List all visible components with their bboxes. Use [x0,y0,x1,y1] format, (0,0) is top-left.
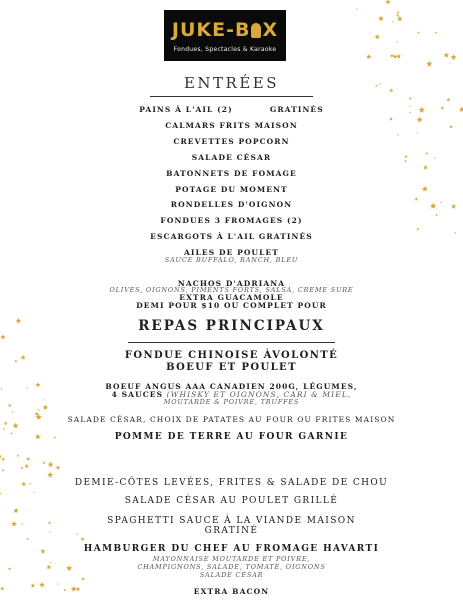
hamburger: HAMBURGER DU CHEF AU FROMAGE HAVARTI [83,544,380,554]
entree-item: ESCARGOTS À L'AIL GRATINÉS [150,232,313,241]
star-decoration [38,409,40,411]
entree-item: BATONNETS DE FOMAGE [166,169,297,178]
star-decoration [1,457,5,461]
ailes-description: SAUCE BUFFALO, RANCH, BLEU [164,256,299,264]
star-decoration [25,464,29,468]
star-decoration [356,8,358,10]
star-decoration [17,454,20,457]
entree-item: RONDELLES D'OIGNON [170,200,293,209]
star-decoration [375,34,380,39]
sauces-line-cont: MOUTARDE & POIVRE, TRUFFES [163,398,300,406]
entree-item: POTAGE DU MOMENT [175,185,288,194]
star-decoration [409,97,412,100]
star-decoration [3,428,5,430]
nachos-pricing: DEMI POUR $10 OU COMPLET POUR [136,301,327,310]
logo-brand: JUKE-B X [171,19,279,41]
accompaniments: SALADE CÉSAR, CHOIX DE PATATES AU FOUR OU FRITES MAISON [67,415,396,424]
hamburger-desc: SALADE CÉSAR [199,571,264,579]
star-decoration [56,465,61,469]
star-decoration [444,52,450,57]
entrees-divider [150,96,313,97]
star-decoration [435,32,437,34]
salade-poulet: SALADE CÉSAR AU POULET GRILLÉ [124,496,339,506]
extra-guacamole: EXTRA GUACAMOLE [179,293,284,302]
hamburger-desc: CHAMPIGNONS, SALADE, TOMATE, OIGNONS [137,563,326,571]
fondue-title: FONDUE CHINOISE ÀVOLONTÉ [124,350,339,361]
star-decoration [451,54,457,60]
star-decoration [397,134,399,136]
star-decoration [446,98,450,102]
sauces-line: 4 SAUCES (WHISKY ET OIGNONS, CARI & MIEL, [111,390,352,399]
nachos-description: OLIVES, OIGNONS, PIMENTS FORTS, SALSA, CREME SURE [109,286,354,294]
star-decoration [416,132,418,134]
ailes-item: AILES DE POULET [184,248,279,257]
demi-cotes: DEMIE-CÔTES LEVÉES, FRITES & SALADE DE CHOU [74,478,389,488]
star-decoration [11,411,13,413]
star-decoration [0,454,2,458]
star-decoration [417,31,420,34]
star-decoration [366,54,371,59]
fondue-subtitle: BOEUF ET POULET [166,362,297,373]
pomme-de-terre: POMME DE TERRE AU FOUR GARNIE [114,432,349,442]
star-decoration [416,228,419,231]
boeuf-line: BOEUF ANGUS AAA CANADIEN 200G, LÉGUMES, [105,382,358,391]
star-decoration [47,472,53,478]
star-decoration [0,492,1,494]
star-decoration [2,469,5,472]
logo-tagline: Fondues, Spectacles & Karaoke [173,46,277,53]
entrees-heading: ENTRÉES [183,74,280,92]
star-decoration [426,61,432,67]
spaghetti: SPAGHETTI SAUCE À LA VIANDE MAISON [107,516,356,526]
star-decoration [33,491,35,493]
repas-heading: REPAS PRINCIPAUX [138,318,325,334]
star-decoration [81,537,85,541]
star-decoration [397,16,403,21]
entree-item: CALMARS FRITS MAISON [165,121,298,130]
star-decoration [26,537,29,540]
star-decoration [57,583,59,585]
star-decoration [397,41,399,43]
nachos-item: NACHOS D'ADRIANA [177,279,286,288]
juke-box-logo [164,10,286,61]
entree-item: SALADE CÉSAR [191,153,272,162]
entree-item: PAINS À L'AIL (2) GRATINÉS [139,105,324,114]
microphone-icon [251,23,261,38]
star-decoration [378,15,384,21]
repas-divider [128,342,335,343]
star-decoration [43,461,46,464]
star-decoration [26,457,30,461]
star-decoration [393,54,398,58]
star-decoration [21,466,24,469]
star-decoration [48,462,54,468]
star-decoration [13,508,18,513]
entree-item: FONDUES 3 FROMAGES (2) [160,216,303,225]
star-decoration [396,14,399,17]
spaghetti-gratine: GRATINÉ [204,526,259,536]
entree-item: CREVETTES POPCORN [173,137,290,146]
star-decoration [397,11,400,14]
extra-bacon: EXTRA BACON [193,587,270,596]
star-decoration [0,334,5,339]
hamburger-desc: MAYONNAISE MOUTARDE ET POIVRE, [152,555,311,563]
star-decoration [390,54,394,58]
star-decoration [385,0,390,4]
star-decoration [392,21,394,23]
